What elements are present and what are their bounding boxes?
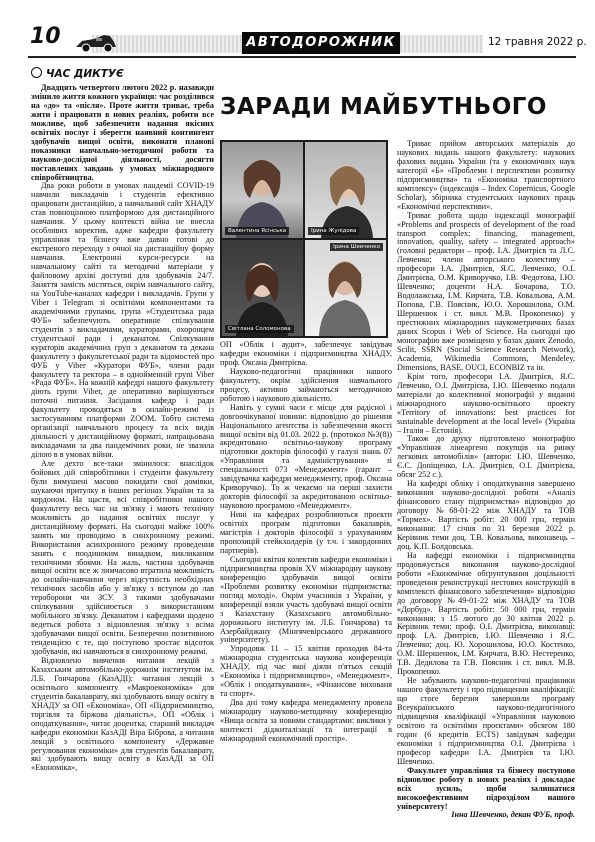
rubric-label: ЧАС ДИКТУЄ bbox=[46, 68, 124, 80]
person-icon bbox=[305, 240, 386, 336]
body-paragraph: Упродовж 11 – 15 квітня проходив 84-та міжнародна студентська наукова конференція ХНАДУ, під час якої діяли п'ятьох секцій «Економіка і підприємництво», «Менеджмент», «Облік і оподаткування», «Фінансове вихованя та спорт». bbox=[220, 644, 392, 699]
race-car-icon bbox=[74, 30, 118, 54]
lead-text: Двадцять четвертого лютого 2022 р. назавжди змінило життя кожного українця: час розділився на «до» та «після». Проте життя триває, треба жити і працювати в нових реаліях, робити все можливе, щоб забезпечити надання якісних освітніх послуг і зберегти наявний контингент здобувачів вищої освіти, виконати планові показники навчально-методичної роботи та науково-дослідної діяльності, досягти поставлених завдань у умовах міжнародного співробітництва. bbox=[31, 83, 214, 182]
author-signature: Інна Шевченко, декан ФУБ, проф. bbox=[451, 810, 575, 820]
section-rubric bbox=[31, 66, 124, 80]
column-2 bbox=[220, 341, 392, 744]
video-conference-photo bbox=[220, 140, 388, 338]
body-paragraph: Нині на кафедрах розробляються проєкти освітніх програм підготовки бакалаврів, магістрів і докторів філософії з урахуванням пропозицій стейкхолдерів (у т.ч. і закордонних партнерів). bbox=[220, 510, 392, 555]
header-rule bbox=[28, 56, 576, 58]
body-paragraph: Триває робота щодо індексації монографії «Problems and prospects of development of the road transport complex: financing, management, innovation, quality, safety – integrated approach» (головні редактори – проф. І.А. Дмитрієв та Л.С. Левченко; члени авторського колективу – професори І.А. Дмитрієв, Я.С. Левченко, О.І. Дмитрієва, О.М. Криворучко, І.В. Федотова, І.Ю. Шевченко; доценти Н.А. Бочарова, Т.О. Водолажська, І.М. Кирчата, Т.В. Ковальова, А.М. Попова, Г.В. Поясник, Ю.О. Хорошилова, О.М. Шершенюк і ст. викл. М.В. Прокопенко) у престижних міжнародних наукометричних базах даних Scopus і Web of Science. На сьогодні цю монографію вже розміщено у базах даних Zenodo, Scilit, SSRN (Social Science Research Network), Academia, Wikimedia Commons, Mendeley, Dimensions, BASE, OUCI, ECONBIZ та ін. bbox=[397, 210, 575, 372]
body-paragraph: ОП «Облік і аудит», забезпечує завідувач кафедри економіки і підприємництва ХНАДУ, проф. Оксана Дмитрієва. bbox=[220, 340, 392, 367]
participant-name: Ірина Жулідова bbox=[308, 227, 359, 235]
participant-name: Валентина Ясінська bbox=[225, 227, 289, 235]
body-paragraph: Відновлено вивчення читання лекцій з Казахським автомобільно-дорожнім інститутом ім. Л.Б. Гончарова (КазАДІ): читання лекцій з освітнього компоненту «Макроекономіка» для студентів бакалаврату, які здобувають вищу освіту в ХНАДУ за ОП «Економіка», ОП «Підприємництво, торгівля та біржова діяльність», ОП «Облік і оподаткування», читає доцентка, старший викладач кафедри економіки КазАДІ Віра Біброва, а читання лекцій з освітнього компоненту «Державне регулювання економіки» для студентів бакалаврату, які здобувають вищу освіту в КазАДІ за ОП «Економіка», bbox=[31, 656, 214, 773]
participant-tile bbox=[305, 142, 386, 238]
participant-tile bbox=[222, 142, 303, 238]
body-paragraph: Не забувають науково-педагогічні працівники нашого факультету і про підвищення кваліфікації: що стоге березня завершили програму Всеукраїнського науково-педагогічного підвищення кваліфікації «Управління науковою освітою та освітніми проєктами» обсягом 180 годин (6 кредитів ECTS) завідувач кафедри економіки і підприємництва О.І. Дмитрієва і професор кафедри І.А. Дмитрієв та І.Ю. Шевченко. bbox=[397, 676, 575, 766]
person-icon bbox=[222, 240, 303, 336]
body-paragraph: Два роки роботи в умовах пандемії COVID-19 навчили викладачів і студентів ефективно працювати дистанційно, а навчальний сайт ХНАДУ став повноцінною платформою для дистанційного навчання. У цьому контексті війна не внесла особливих коректив, адже кафедри факультету управління та бізнесу вже давно готові до екстреного переходу з очної на дистанційну форму навчання. Електронні курси-ресурси на навчальному сайті та методичні матеріали у файловому архіві доступні для здобувачів 24/7. Заняття замість містяться, окрім навчального сайту, на YouTube-каналах кафедри і викладачів. Групи у Viber і Telegram зі освітніми компонентами та академічними групами, група «Студентська рада ФУБ» забезпечують оперативне спілкування студентів з викладачами, кураторами, охоронцем студентської ради і деканатом. Спілкування кураторів академічних груп з деканатом та декана факультету з факультетської ради та відомостей про ФУБ у Viber «Куратори ФУБ», члени ради факультету та ректора – в однойменній групі Viber «Рада ФУБ». На кожній кафедрі нашого факультету діють групи Viber, де оперативно вирішуються поточні питання. Засідання кафедр і ради факультету проводяться в онлайн-режимі із застосуванням платформи ZOOM. Тобто система організації навчального процесу та всіх видів діяльності у дистанційному форматі, напрацьована викладачами за два пандемічних роки, не звазила ділою в в умовах війни. bbox=[31, 181, 214, 460]
body-paragraph: На кафедрі економіки і підприємництва продовжується виконання науково-дослідної роботи «Економічне обґрунтування доцільності проведення реконструкції нестових конструкцій в комплексті фінансового забезпечення» відповідно до договору №49-01-22 між ХНАДУ та ТОВ «Дорбуд». Вартість робіт: 50 000 грн, термін виконання: з 15 лютого до 30 квітня 2022 р. Керівник теми: проф. О.І. Дмитрієва, виконавці: проф. І.А. Дмитрієв, І.Ю. Шевченко і Я.С. Левченко; доц. Ю. Хорошилова, Ю.О. Костенко, О.М. Шершенюк, І.М. Кирчата, В.Ю. Нестеренко, Т.В. Дедилова та Г.В. Поясник і ст. викл. М.В. Прокопенко. bbox=[397, 550, 575, 677]
page-number: 10 bbox=[30, 24, 61, 49]
participant-tile bbox=[222, 240, 303, 336]
body-paragraph: Науково-педагогічні працівники нашого факультету, окрім здійснення навчального процесу, активно займаються методичною роботою і науковою діяльністю. bbox=[220, 366, 392, 403]
column-3 bbox=[397, 140, 575, 820]
lead-paragraph bbox=[31, 84, 214, 182]
body-paragraph: Але дехто все-таки змінилося: внаслідок бойових дій співробітники і студенти факультету були вимушені масово покидати свої домівки, шукаючи притулку в інших регіонах України та за кордоном. На щастя, всі співробітники нашого факультету весь час на зв'язку і мають технічну можливість до надання освітніх послуг у дистанційному форматі. На сьогодні майже 100% занять ми проводимо в синхронному режимі. Використання асинхронного режиму проведення занять є поодиноким винадком, викликаним технічними збоями. На жаль, частина здобувачів вищої освіти все ж лимчасово втратила можливість до онлайн-навчання через відсутність необхідних технічних засобів або у зв'язку з вступом до лав тероборони чи ЗСУ. З такими здобувачами спілкування здійснюється з використанням мобільного зв'язку. Деканатом і кафедрами щодено ведеться робота з відновлення зв'язку з всіма здобувачами вищої освіти. Безперечно позитивною тенденцією є те, що поступово зростає відсоток здобувачів, які навчаються в синхронному режимі. bbox=[31, 459, 214, 657]
body-paragraph: Також до друку підготовлено монографію «Управління лінеаргено покупців на ринку легкових автомобілів» (автори: І.Ю. Шевченко, Є.С. Доніщенко, І.А. Дмитрієв, О.І. Дмитрієва, обсяг 252 с.). bbox=[397, 434, 575, 480]
person-icon bbox=[305, 142, 386, 238]
column-1 bbox=[31, 84, 214, 773]
person-icon bbox=[222, 142, 303, 238]
body-paragraph: Два дні тому кафедра менеджменту провела міжнародну науково-методичну конференцію «Вища освіта за новими стандартами: виклики у контексті діджиталізації та інтеграції в міжнародний економічний простір». bbox=[220, 698, 392, 743]
participant-name: Ірина Шевченко bbox=[330, 243, 383, 251]
masthead-title: АВТОДОРОЖНИК bbox=[242, 32, 400, 54]
body-paragraph: Сьогодні квітня колектив кафедри економіки і підприємництва провів XV міжнародну наукову конференцію здобувачів вищої освіти «Проблеми розвитку економіки підприємства: погляд молоді». Окрім учасників з України, у конференції взяли участь здобувачі вищої освіти з Казахстану (Казахського автомобільно-дорожнього інституту ім. Л.Б. Гончарова) та Азербайджану (Мінгячевірського державного університету). bbox=[220, 554, 392, 645]
body-paragraph: Триває прийом авторських матеріалів до наукових видань нашого факультету: наукових фахових видань України (та у економічних наук категорії «Б» «Проблеми і перспективи розвитку підприємництва» та «Економіка транспортного комплексу» (індексація – Index Copernicus, Google Scholar), збірника студентських наукових праць «Економічні перспективи». bbox=[397, 139, 575, 211]
masthead bbox=[28, 24, 483, 56]
closing-paragraph: Факультет управління та бізнесу поступово відновлює роботу в нових реаліях і докладає всіх зусиль, щоби залишатися високоефективним підрозділом нашого університету! bbox=[397, 765, 575, 811]
body-paragraph: На кафедрі обліку і оподаткування завершено виконання науково-дослідної роботи «Аналіз фінансового стану підприємства» відповідно до договору №68-01-22 між ХНАДУ та ТОВ «Тормех». Вартість робіт: 20 000 грн, термін виконання: 17 січня по 31 березня 2022 р. Керівник теми доц. Т.В. Ковальова, виконавець – доц. К.П. Болдовська. bbox=[397, 479, 575, 551]
body-paragraph: Крім того, професори І.А. Дмитрієв, Я.С. Левченко, О.І. Дмитрієва, І.Ю. Шевченко подали матеріали до колективної монографії у виданні міжнародного науково-освітнього проекту «Territory of innovations: best practices for sustainable development at the local level» (Україна – Італія – Естонія). bbox=[397, 371, 575, 435]
participant-name: Світлана Соломонова bbox=[225, 325, 294, 333]
article-headline: ЗАРАДИ МАЙБУТНЬОГО bbox=[220, 94, 547, 120]
issue-date: 12 травня 2022 р. bbox=[488, 36, 587, 48]
participant-tile bbox=[305, 240, 386, 336]
clock-icon bbox=[31, 67, 42, 78]
body-paragraph: Навіть у сумні часи є місце для радісної і довгоочікуваної новини: відповідно до рішення Національного агентства із забезпечення якості вищої освіти від 01.03. 2022 р. (протокол №3(8)) акредитовано освітньо-наукову програму підготовки докторів філософії у галузі знань 07 «Управління та адміністрування» зі спеціальності 073 «Менеджмент» (гарант – завідувачка кафедри менеджменту, проф. Оксана Криворучко). То ж чекаємо на перші захисти докторів філософії за акредитованою освітньо-науковою програмою «Менеджмент». bbox=[220, 402, 392, 511]
